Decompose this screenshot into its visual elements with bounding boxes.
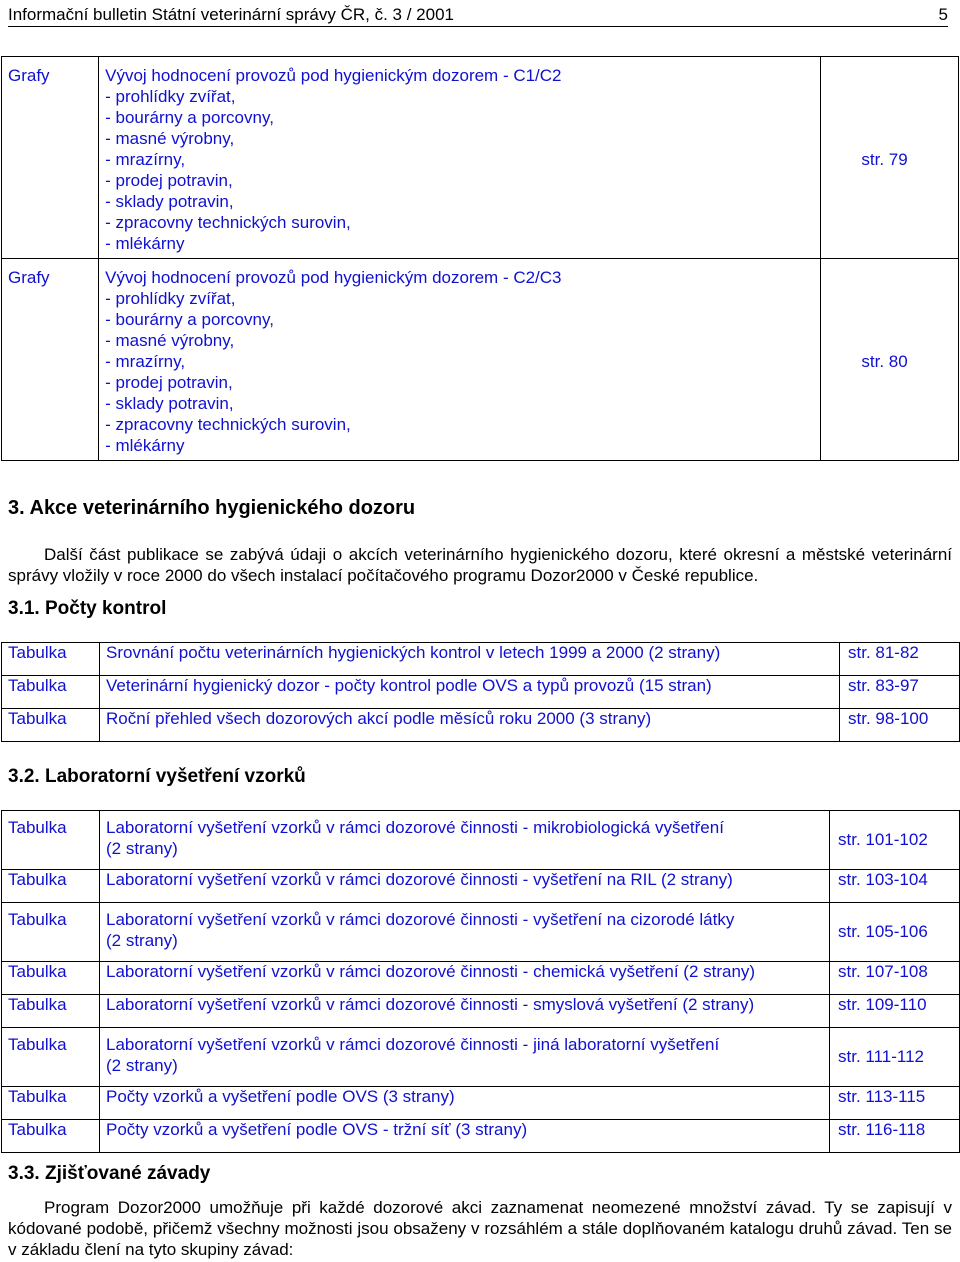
graph-item: - zpracovny technických surovin,	[105, 415, 351, 434]
table-row[interactable]	[2, 962, 960, 995]
row-description: Srovnání počtu veterinárních hygienických kontrol v letech 1999 a 2000 (2 strany)	[100, 643, 840, 676]
graph-item: - masné výrobny,	[105, 129, 235, 148]
subsection-heading: 3.1. Počty kontrol	[8, 598, 167, 619]
graph-page-ref[interactable]: str. 79	[861, 150, 908, 169]
graph-item: - prodej potravin,	[105, 373, 233, 392]
row-label: Tabulka	[2, 709, 100, 742]
graph-title: Vývoj hodnocení provozů pod hygienickým dozorem - C1/C2	[105, 66, 562, 85]
graph-item: - prohlídky zvířat,	[105, 289, 236, 308]
subsection-heading: 3.3. Zjišťované závady	[8, 1163, 211, 1184]
graph-title: Vývoj hodnocení provozů pod hygienickým dozorem - C2/C3	[105, 268, 562, 287]
graph-page-cell	[821, 57, 959, 259]
row-label: Tabulka	[2, 962, 100, 995]
graph-item: - prodej potravin,	[105, 171, 233, 190]
page-header	[8, 4, 948, 27]
section-paragraph: Program Dozor2000 umožňuje při každé dozorové akci zaznamenat neomezené množství závad. Ty se zapisují v kódované podobě, přičemž všechny možnosti jsou obsaženy v rozsáhlém a stále doplňovaném katalogu druhů závad. Ten se v základu člení na tyto skupiny závad:	[8, 1198, 952, 1259]
row-label: Tabulka	[2, 676, 100, 709]
row-page-ref[interactable]: str. 113-115	[830, 1087, 960, 1120]
graph-page-cell	[821, 259, 959, 461]
graph-item: - mrazírny,	[105, 150, 186, 169]
graph-item: - bourárny a porcovny,	[105, 108, 274, 127]
row-description	[100, 903, 830, 962]
row-description: Veterinární hygienický dozor - počty kontrol podle OVS a typů provozů (15 stran)	[100, 676, 840, 709]
row-page-ref[interactable]: str. 116-118	[830, 1120, 960, 1153]
table-row[interactable]	[2, 1120, 960, 1153]
section-intro: Další část publikace se zabývá údaji o akcích veterinárního hygienického dozoru, které okresní a městské veterinární správy vložily v roce 2000 do všech instalací počítačového programu Dozor2000 v České republice.	[8, 545, 952, 585]
page-number: 5	[938, 5, 948, 24]
row-description	[100, 1028, 830, 1087]
table-row[interactable]	[2, 1028, 960, 1087]
row-label: Tabulka	[2, 643, 100, 676]
table-row[interactable]	[2, 643, 960, 676]
graph-item: - zpracovny technických surovin,	[105, 213, 351, 232]
row-description-line: (2 strany)	[106, 839, 178, 858]
row-description: Laboratorní vyšetření vzorků v rámci dozorové činnosti - chemická vyšetření (2 strany)	[100, 962, 830, 995]
row-page-ref[interactable]: str. 107-108	[830, 962, 960, 995]
row-description-line: Laboratorní vyšetření vzorků v rámci dozorové činnosti - mikrobiologická vyšetření	[106, 818, 724, 837]
row-description-line: (2 strany)	[106, 931, 178, 950]
graph-description	[99, 57, 821, 259]
subsection-heading: 3.2. Laboratorní vyšetření vzorků	[8, 766, 306, 787]
graph-label: Grafy	[2, 259, 99, 461]
row-page-ref[interactable]: str. 83-97	[840, 676, 960, 709]
graphs-table	[1, 56, 959, 461]
row-page-ref[interactable]: str. 101-102	[830, 811, 960, 870]
graph-description	[99, 259, 821, 461]
row-description-line: (2 strany)	[106, 1056, 178, 1075]
graph-row	[2, 259, 959, 461]
controls-table	[1, 642, 960, 742]
lab-table	[1, 810, 960, 1153]
row-label: Tabulka	[2, 811, 100, 870]
graph-item: - sklady potravin,	[105, 394, 234, 413]
row-description-line: Laboratorní vyšetření vzorků v rámci dozorové činnosti - jiná laboratorní vyšetření	[106, 1035, 720, 1054]
row-page-ref[interactable]: str. 81-82	[840, 643, 960, 676]
table-row[interactable]	[2, 995, 960, 1028]
row-description: Počty vzorků a vyšetření podle OVS - tržní síť (3 strany)	[100, 1120, 830, 1153]
row-label: Tabulka	[2, 1028, 100, 1087]
row-description: Laboratorní vyšetření vzorků v rámci dozorové činnosti - smyslová vyšetření (2 strany)	[100, 995, 830, 1028]
row-label: Tabulka	[2, 903, 100, 962]
row-label: Tabulka	[2, 995, 100, 1028]
row-page-ref[interactable]: str. 103-104	[830, 870, 960, 903]
row-description	[100, 811, 830, 870]
row-page-ref[interactable]: str. 98-100	[840, 709, 960, 742]
graph-item: - mlékárny	[105, 436, 185, 455]
graph-page-ref[interactable]: str. 80	[861, 352, 908, 371]
row-label: Tabulka	[2, 870, 100, 903]
row-description: Počty vzorků a vyšetření podle OVS (3 strany)	[100, 1087, 830, 1120]
graph-item: - mrazírny,	[105, 352, 186, 371]
graph-label: Grafy	[2, 57, 99, 259]
table-row[interactable]	[2, 811, 960, 870]
graph-item: - masné výrobny,	[105, 331, 235, 350]
row-page-ref[interactable]: str. 105-106	[830, 903, 960, 962]
table-row[interactable]	[2, 676, 960, 709]
row-page-ref[interactable]: str. 109-110	[830, 995, 960, 1028]
graph-item: - mlékárny	[105, 234, 185, 253]
graph-item: - bourárny a porcovny,	[105, 310, 274, 329]
row-description-line: Laboratorní vyšetření vzorků v rámci dozorové činnosti - vyšetření na cizorodé látky	[106, 910, 735, 929]
row-page-ref[interactable]: str. 111-112	[830, 1028, 960, 1087]
graph-row	[2, 57, 959, 259]
table-row[interactable]	[2, 709, 960, 742]
bulletin-title: Informační bulletin Státní veterinární správy ČR, č. 3 / 2001	[8, 5, 454, 24]
graph-item: - prohlídky zvířat,	[105, 87, 236, 106]
section-heading: 3. Akce veterinárního hygienického dozoru	[8, 497, 416, 519]
table-row[interactable]	[2, 1087, 960, 1120]
row-description: Laboratorní vyšetření vzorků v rámci dozorové činnosti - vyšetření na RIL (2 strany)	[100, 870, 830, 903]
table-row[interactable]	[2, 903, 960, 962]
graph-item: - sklady potravin,	[105, 192, 234, 211]
row-label: Tabulka	[2, 1087, 100, 1120]
table-row[interactable]	[2, 870, 960, 903]
row-description: Roční přehled všech dozorových akcí podle měsíců roku 2000 (3 strany)	[100, 709, 840, 742]
row-label: Tabulka	[2, 1120, 100, 1153]
